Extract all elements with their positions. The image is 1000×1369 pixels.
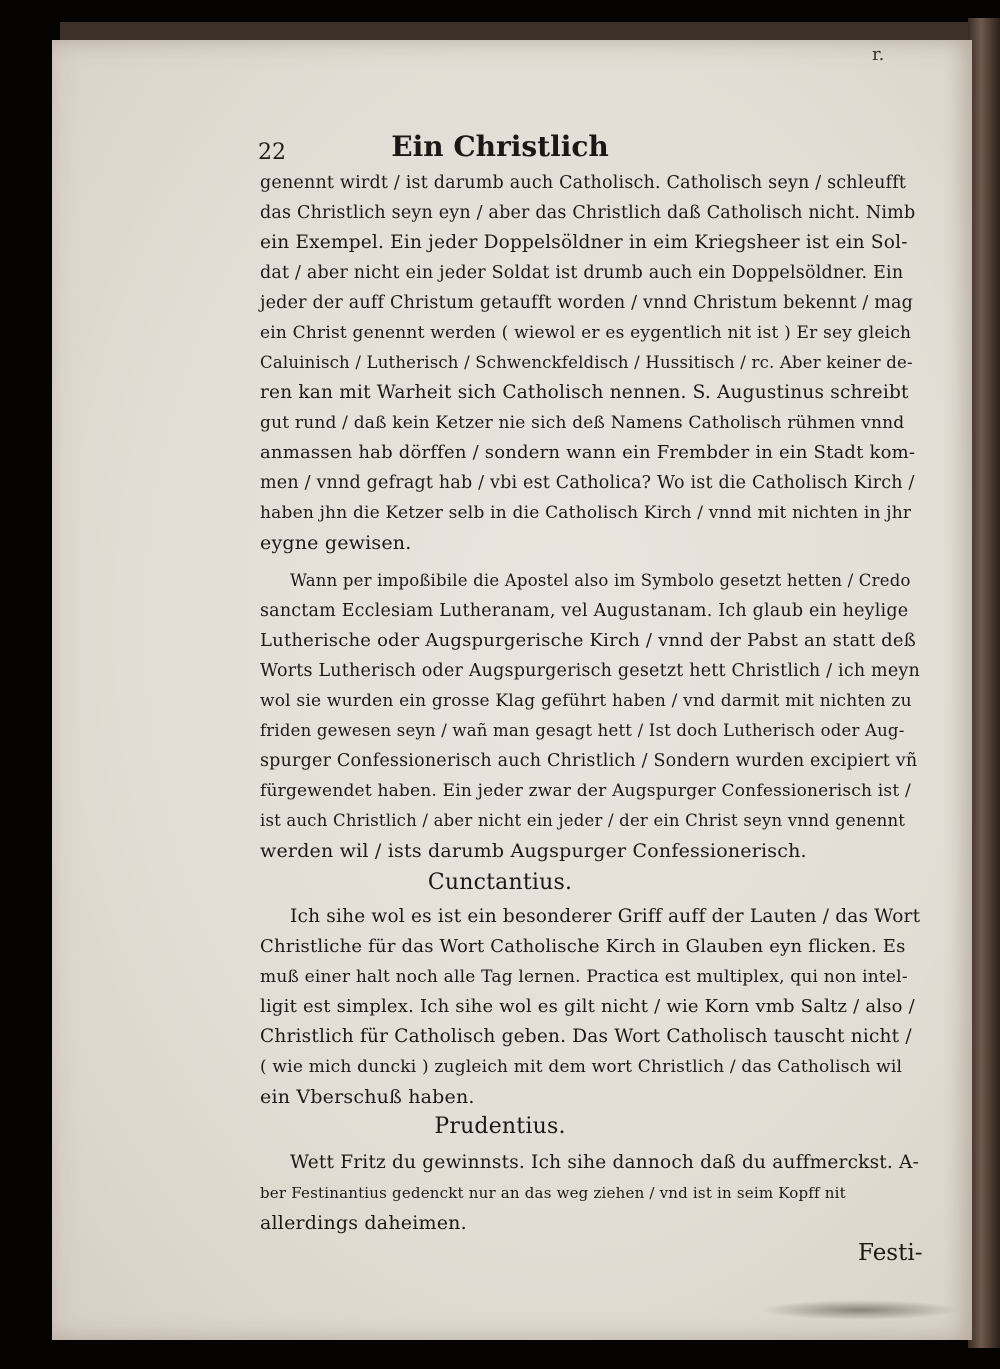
catchword: Festi- — [858, 1240, 923, 1266]
text-line: Caluinisch / Lutherisch / Schwenckfeldisch / Hussitisch / rc. Aber keiner de- — [260, 353, 913, 372]
text-line: Christliche für das Wort Catholische Kirch in Glauben eyn flicken. Es — [260, 936, 906, 957]
text-line: Christlich für Catholisch geben. Das Wort Catholisch tauscht nicht / — [260, 1026, 912, 1047]
running-title: Ein Christlich — [391, 130, 609, 163]
margin-mark: r. — [872, 44, 885, 65]
text-line: Lutherische oder Augspurgerische Kirch / vnnd der Pabst an statt deß — [260, 630, 916, 651]
text-line: das Christlich seyn eyn / aber das Christlich daß Catholisch nicht. Nimb — [260, 203, 916, 223]
text-line: ist auch Christlich / aber nicht ein jeder / der ein Christ seyn vnnd genennt — [260, 811, 906, 830]
text-line: Ich sihe wol es ist ein besonderer Griff auff der Lauten / das Wort — [290, 906, 921, 927]
text-line: men / vnnd gefragt hab / vbi est Catholica? Wo ist die Catholisch Kirch / — [260, 473, 915, 493]
page-number: 22 — [258, 140, 286, 165]
book-top-edge — [60, 22, 990, 42]
book-spine-edge — [968, 18, 1000, 1348]
text-line: gut rund / daß kein Ketzer nie sich deß Namens Catholisch rühmen vnnd — [260, 413, 905, 433]
text-line: friden gewesen seyn / wañ man gesagt hett / Ist doch Lutherisch oder Aug- — [260, 721, 905, 740]
text-line: ein Exempel. Ein jeder Doppelsöldner in eim Kriegsheer ist ein Sol- — [260, 232, 908, 253]
text-line: anmassen hab dörffen / sondern wann ein Frembder in ein Stadt kom- — [260, 442, 916, 463]
text-line: Wann per impoßibile die Apostel also im Symbolo gesetzt hetten / Credo — [290, 571, 911, 590]
text-line: ber Festinantius gedenckt nur an das weg ziehen / vnd ist in seim Kopff nit — [260, 1184, 846, 1202]
text-line: muß einer halt noch alle Tag lernen. Practica est multiplex, qui non intel- — [260, 967, 908, 987]
text-line: ren kan mit Warheit sich Catholisch nennen. S. Augustinus schreibt — [260, 382, 909, 403]
text-line: ligit est simplex. Ich sihe wol es gilt nicht / wie Korn vmb Saltz / also / — [260, 996, 915, 1017]
text-line: allerdings daheimen. — [260, 1212, 467, 1234]
text-line: eygne gewisen. — [260, 532, 412, 554]
text-line: wol sie wurden ein grosse Klag geführt haben / vnd darmit mit nichten zu — [260, 691, 912, 711]
text-line: ein Vberschuß haben. — [260, 1086, 475, 1108]
text-line: spurger Confessionerisch auch Christlich / Sondern wurden excipiert vñ — [260, 751, 918, 771]
text-line: ( wie mich duncki ) zugleich mit dem wort Christlich / das Catholisch wil — [260, 1057, 903, 1077]
text-line: dat / aber nicht ein jeder Soldat ist drumb auch ein Doppelsöldner. Ein — [260, 263, 904, 283]
text-line: sanctam Ecclesiam Lutheranam, vel Augustanam. Ich glaub ein heylige — [260, 601, 909, 621]
text-line: genennt wirdt / ist darumb auch Catholisch. Catholisch seyn / schleufft — [260, 173, 907, 193]
text-line: fürgewendet haben. Ein jeder zwar der Augspurger Confessionerisch ist / — [260, 781, 911, 801]
text-line: ein Christ genennt werden ( wiewol er es eygentlich nit ist ) Er sey gleich — [260, 323, 912, 343]
text-line: haben jhn die Ketzer selb in die Catholisch Kirch / vnnd mit nichten in jhr — [260, 503, 912, 523]
speaker-heading: Prudentius. — [434, 1114, 566, 1139]
text-line: Wett Fritz du gewinnsts. Ich sihe dannoch daß du auffmerckst. A- — [290, 1152, 920, 1173]
speaker-heading: Cunctantius. — [427, 870, 573, 895]
page-stain — [760, 1300, 960, 1320]
text-line: jeder der auff Christum getaufft worden / vnnd Christum bekennt / mag — [260, 293, 914, 313]
text-line: werden wil / ists darumb Augspurger Confessionerisch. — [260, 840, 807, 862]
text-line: Worts Lutherisch oder Augspurgerisch gesetzt hett Christlich / ich meyn — [260, 661, 920, 681]
